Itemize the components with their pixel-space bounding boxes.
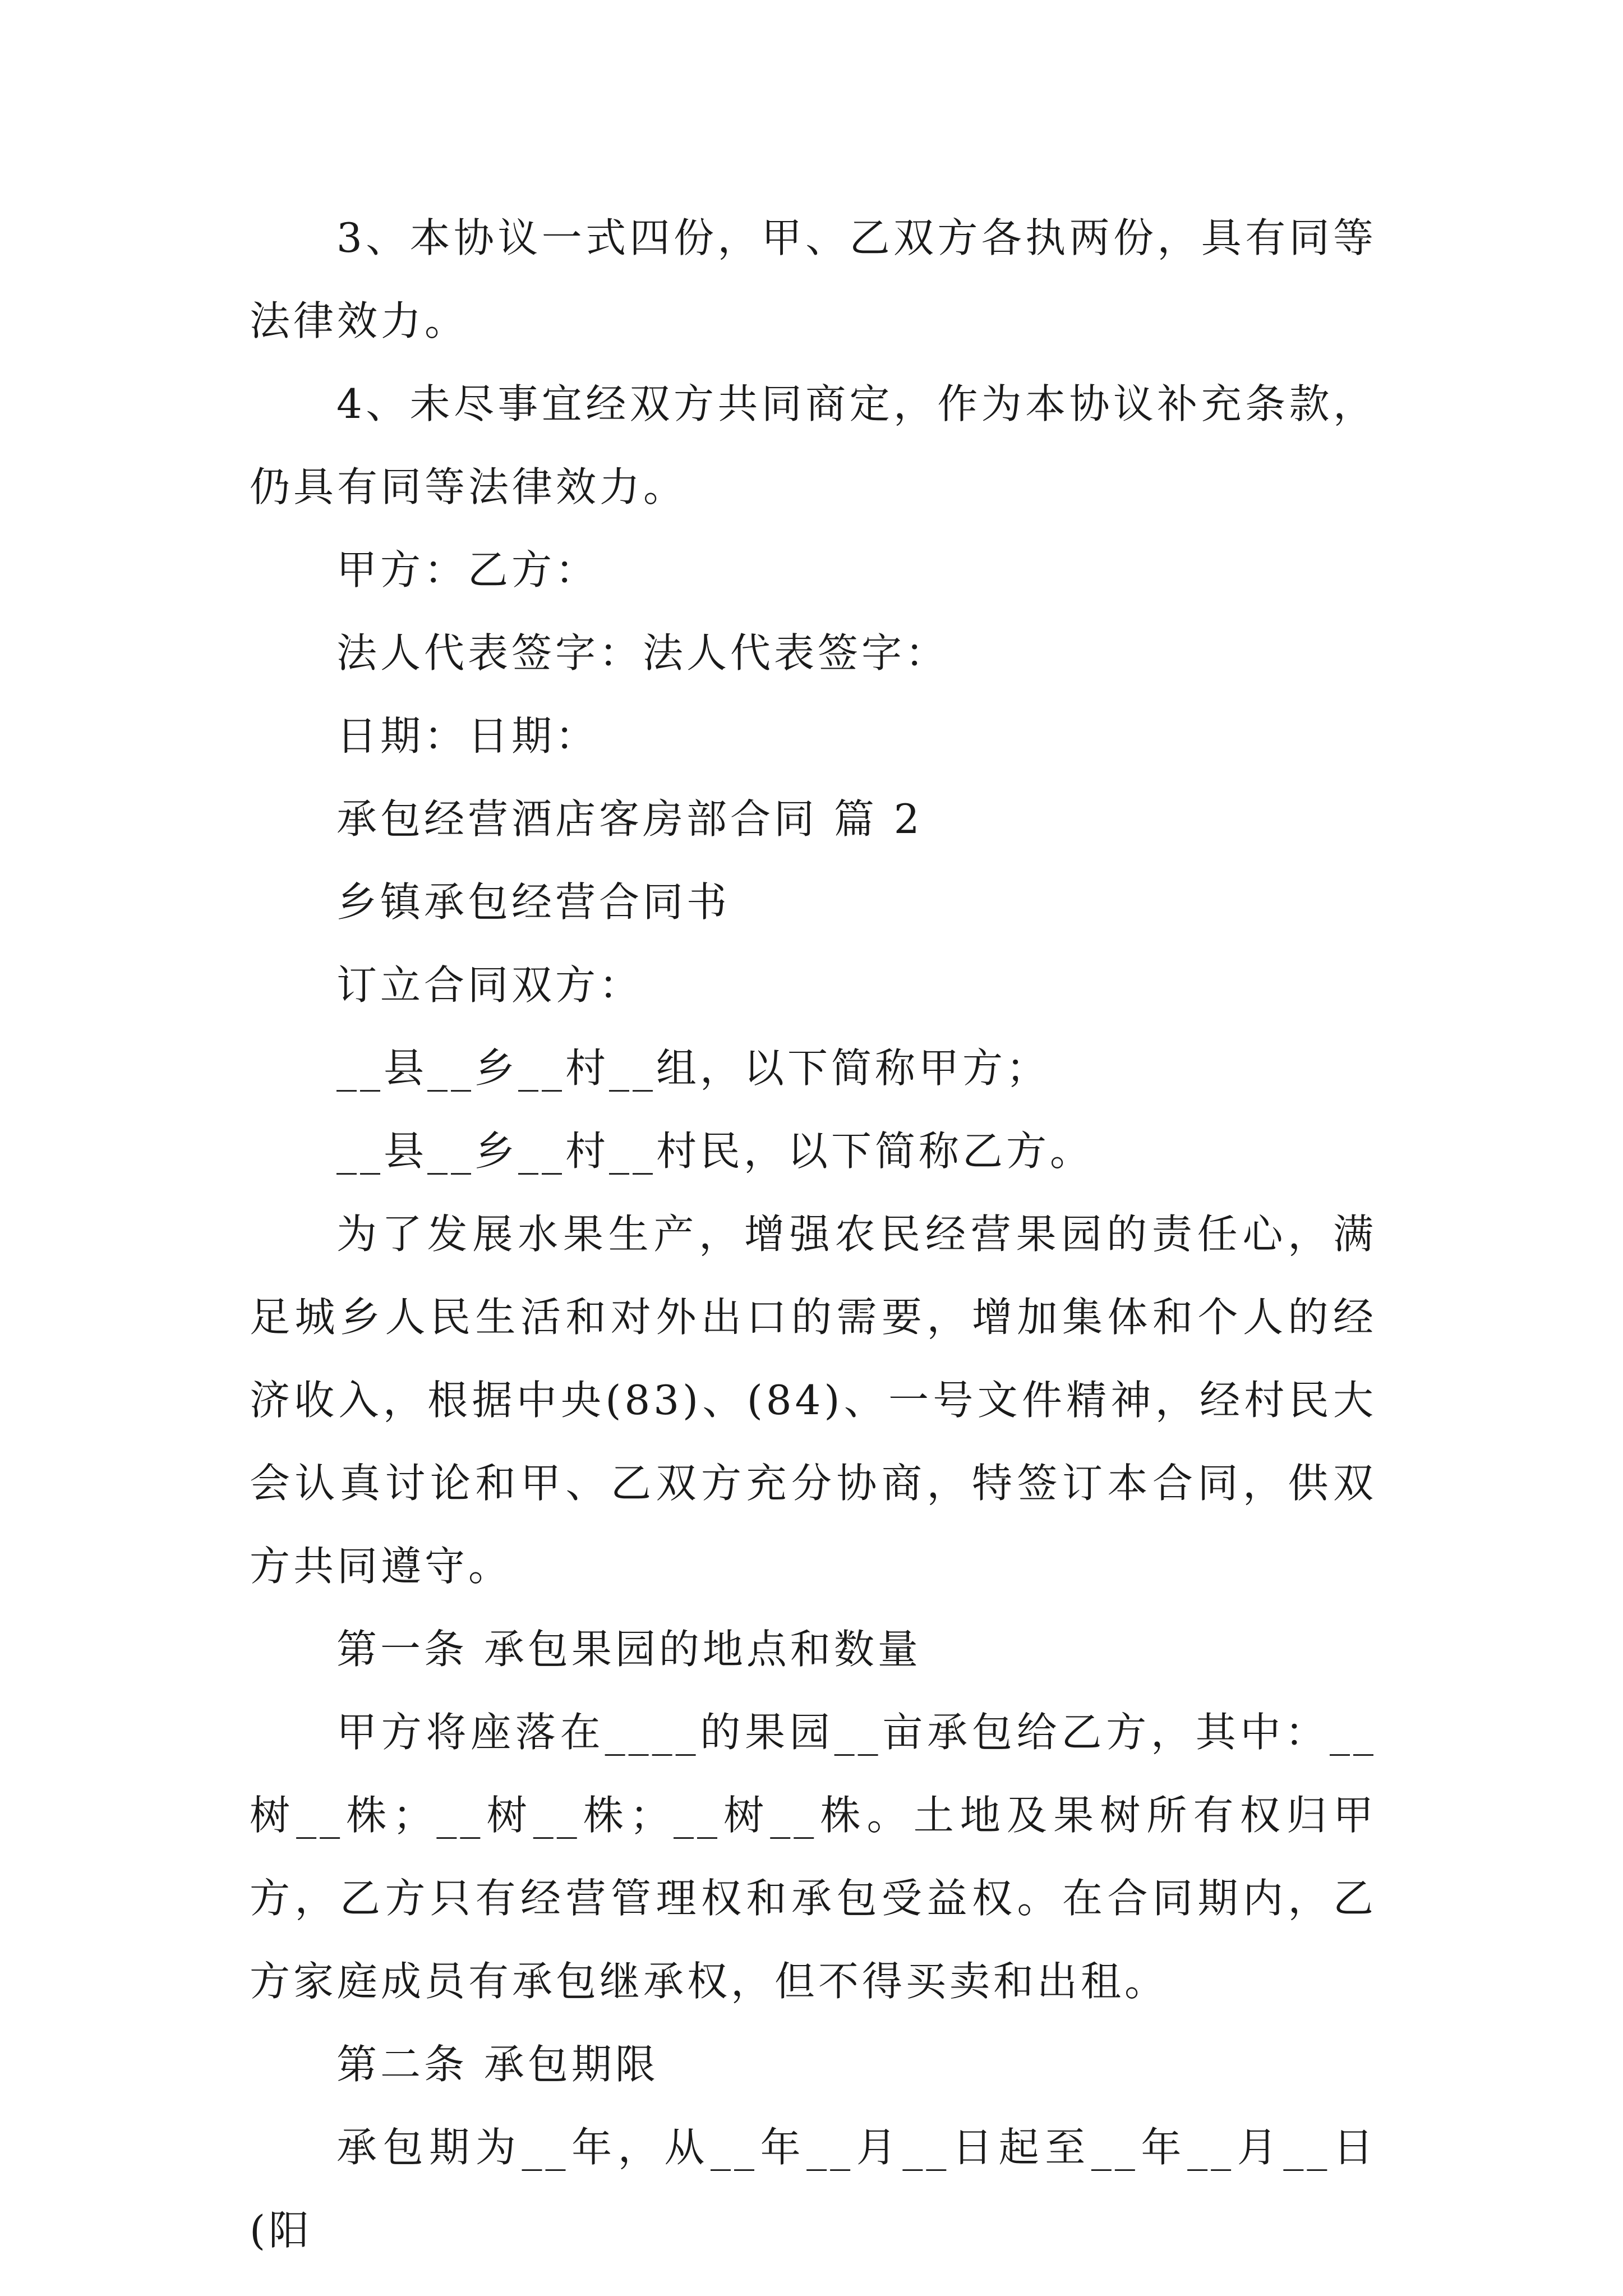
article-1-title: 第一条 承包果园的地点和数量: [336, 1626, 921, 1673]
contract-title: 乡镇承包经营合同书: [336, 878, 731, 926]
article-1-body: 甲方将座落在____的果园__亩承包给乙方，其中：__树__株；__树__株；__树__株。土地及果树所有权归甲方，乙方只有经营管理权和承包受益权。在合同期内，乙方家庭成员有承包继承权，但不得买卖和出租。: [250, 1709, 1377, 2005]
document-body: [250, 196, 1377, 2272]
preamble-paragraph: 为了发展水果生产，增强农民经营果园的责任心，满足城乡人民生活和对外出口的需要，增加集体和个人的经济收入，根据中央(83)、(84)、一号文件精神，经村民大会认真讨论和甲、乙双方充分协商，特签订本合同，供双方共同遵守。: [250, 1211, 1377, 1590]
clause-3-copies: 3、本协议一式四份，甲、乙双方各执两份，具有同等法律效力。: [250, 214, 1377, 344]
parties-heading: 订立合同双方：: [336, 961, 643, 1009]
date-labels: 日期：日期：: [336, 712, 600, 760]
clause-4-supplementary: 4、未尽事宜经双方共同商定，作为本协议补充条款，仍具有同等法律效力。: [250, 380, 1377, 510]
party-labels: 甲方：乙方：: [336, 546, 600, 593]
section-title-part-2: 承包经营酒店客房部合同 篇 2: [336, 795, 923, 843]
signature-labels: 法人代表签字：法人代表签字：: [336, 629, 949, 677]
article-2-title: 第二条 承包期限: [336, 2041, 659, 2088]
party-a-line: __县__乡__村__组，以下简称甲方；: [336, 1045, 1050, 1092]
party-b-line: __县__乡__村__村民，以下简称乙方。: [336, 1128, 1094, 1175]
article-2-body: 承包期为__年，从__年__月__日起至__年__月__日(阳: [250, 2124, 1377, 2254]
